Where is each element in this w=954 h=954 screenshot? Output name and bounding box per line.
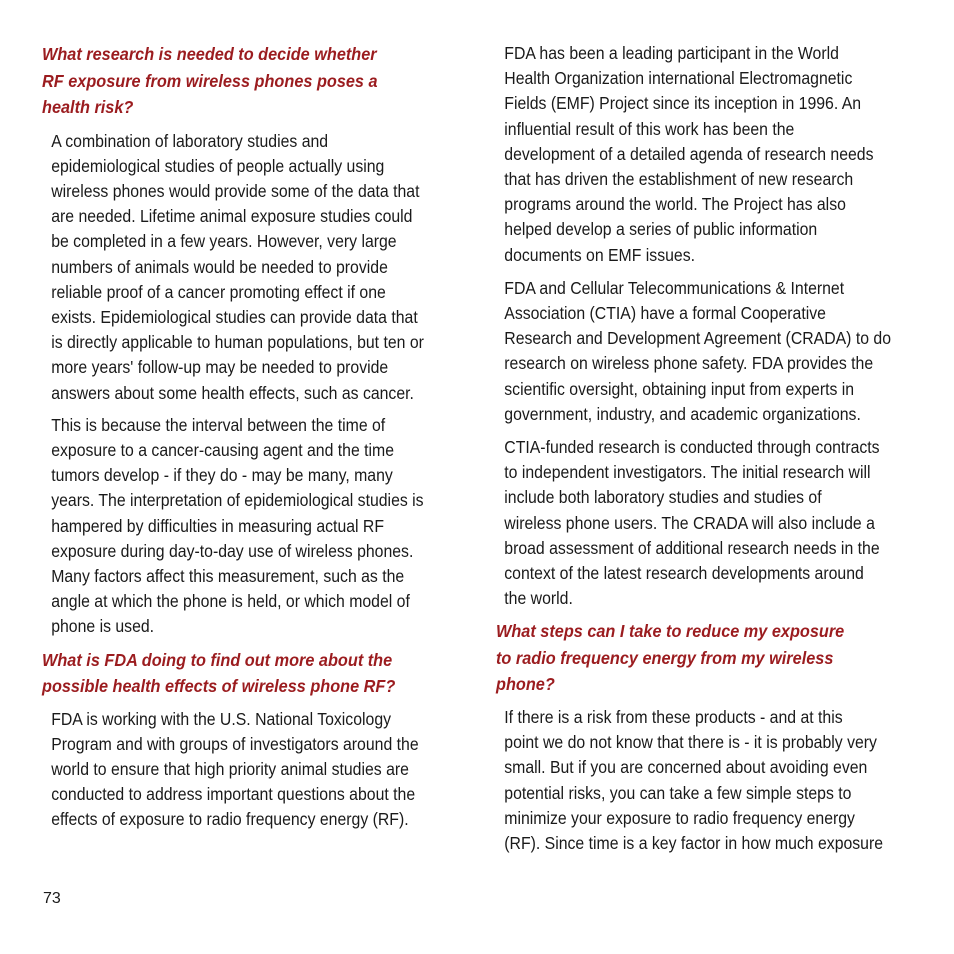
text-line: numbers of animals would be needed to provide [51, 256, 388, 277]
text-line: documents on EMF issues. [504, 244, 695, 265]
text-line: Many factors affect this measurement, such as the [51, 565, 405, 586]
text-line: (RF). Since time is a key factor in how much exposure [504, 832, 884, 853]
text-line: FDA is working with the U.S. National Toxicology [51, 708, 392, 729]
text-line: years. The interpretation of epidemiological studies is [51, 490, 424, 511]
heading-line: RF exposure from wireless phones poses a [42, 70, 378, 91]
section-heading-fda-doing [42, 647, 423, 700]
page-number: 73 [43, 890, 61, 907]
text-line: exists. Epidemiological studies can provide data that [51, 306, 418, 327]
text-line: If there is a risk from these products - and at this [504, 706, 843, 727]
text-line: effects of exposure to radio frequency energy (RF). [51, 809, 409, 830]
heading-line: to radio frequency energy from my wireless [496, 647, 834, 668]
text-line: hampered by difficulties in measuring actual RF [51, 515, 385, 536]
heading-line: What research is needed to decide whether [42, 44, 377, 64]
text-line: small. But if you are concerned about avoiding even [504, 757, 868, 778]
text-line: are needed. Lifetime animal exposure studies could [51, 206, 413, 227]
text-line: point we do not know that there is - it is probably very [504, 732, 877, 753]
text-line: to independent investigators. The initial research will [504, 462, 871, 483]
text-line: FDA and Cellular Telecommunications & Internet [504, 277, 845, 298]
text-line: conducted to address important questions about the [51, 784, 416, 805]
text-line: FDA has been a leading participant in the World [504, 43, 839, 63]
text-line: wireless phone users. The CRADA will also include a [504, 512, 875, 533]
text-line: tumors develop - if they do - may be many, many [51, 465, 393, 486]
paragraph-who-emf-project [496, 41, 873, 268]
text-line: Association (CTIA) have a formal Cooperative [504, 303, 826, 324]
text-line: A combination of laboratory studies and [51, 130, 329, 151]
text-line: exposure to a cancer-causing agent and the time [51, 439, 395, 460]
paragraph-ctia-funded-research [496, 435, 880, 611]
text-line: CTIA-funded research is conducted through contracts [504, 437, 880, 458]
text-line: scientific oversight, obtaining input from experts in [504, 378, 855, 399]
heading-line: health risk? [42, 97, 134, 117]
left-column [42, 40, 452, 833]
heading-line: phone? [496, 674, 555, 695]
text-line: phone is used. [51, 616, 155, 637]
text-line: helped develop a series of public information [504, 219, 818, 240]
text-line: epidemiological studies of people actually using [51, 155, 385, 176]
text-line: Research and Development Agreement (CRADA) to do [504, 328, 892, 349]
text-line: angle at which the phone is held, or which model of [51, 591, 410, 612]
text-line: is directly applicable to human populations, but ten or [51, 332, 424, 353]
heading-line: What is FDA doing to find out more about the [42, 649, 393, 670]
text-line: research on wireless phone safety. FDA provides the [504, 353, 874, 374]
text-line: answers about some health effects, such as cancer. [51, 382, 414, 403]
text-line: exposure during day-to-day use of wireless phones. [51, 540, 414, 561]
text-line: that has driven the establishment of new research [504, 169, 854, 190]
text-line: development of a detailed agenda of research needs [504, 143, 874, 164]
text-line: potential risks, you can take a few simple steps to [504, 782, 852, 803]
paragraph-interval-explanation [42, 413, 424, 640]
text-line: include both laboratory studies and studies of [504, 487, 822, 508]
paragraph-ctia-crada [496, 276, 892, 427]
text-line: wireless phones would provide some of the data that [51, 180, 420, 201]
text-line: broad assessment of additional research needs in the [504, 537, 880, 558]
text-line: the world. [504, 588, 573, 609]
text-line: Health Organization international Electromagnetic [504, 68, 853, 89]
text-line: reliable proof of a cancer promoting effect if one [51, 281, 386, 302]
paragraph-combination-studies [42, 129, 424, 406]
section-heading-reduce-exposure [496, 618, 877, 698]
text-line: programs around the world. The Project has also [504, 194, 846, 215]
paragraph-fda-toxicology [42, 707, 419, 833]
text-line: This is because the interval between the time of [51, 414, 386, 435]
text-line: context of the latest research developments around [504, 563, 864, 584]
text-line: world to ensure that high priority animal studies are [51, 758, 409, 779]
text-line: minimize your exposure to radio frequency energy [504, 807, 855, 828]
section-heading-research-needed [42, 41, 423, 121]
paragraph-risk-steps [496, 705, 884, 856]
right-column [496, 40, 906, 856]
text-line: Program and with groups of investigators around the [51, 733, 419, 754]
text-line: be completed in a few years. However, very large [51, 231, 397, 252]
heading-line: What steps can I take to reduce my exposure [496, 621, 845, 642]
heading-line: possible health effects of wireless phone RF? [42, 676, 396, 697]
text-line: Fields (EMF) Project since its inception in 1996. An [504, 93, 862, 114]
text-line: government, industry, and academic organizations. [504, 403, 861, 424]
text-line: influential result of this work has been the [504, 118, 795, 139]
text-line: more years' follow-up may be needed to provide [51, 357, 389, 378]
